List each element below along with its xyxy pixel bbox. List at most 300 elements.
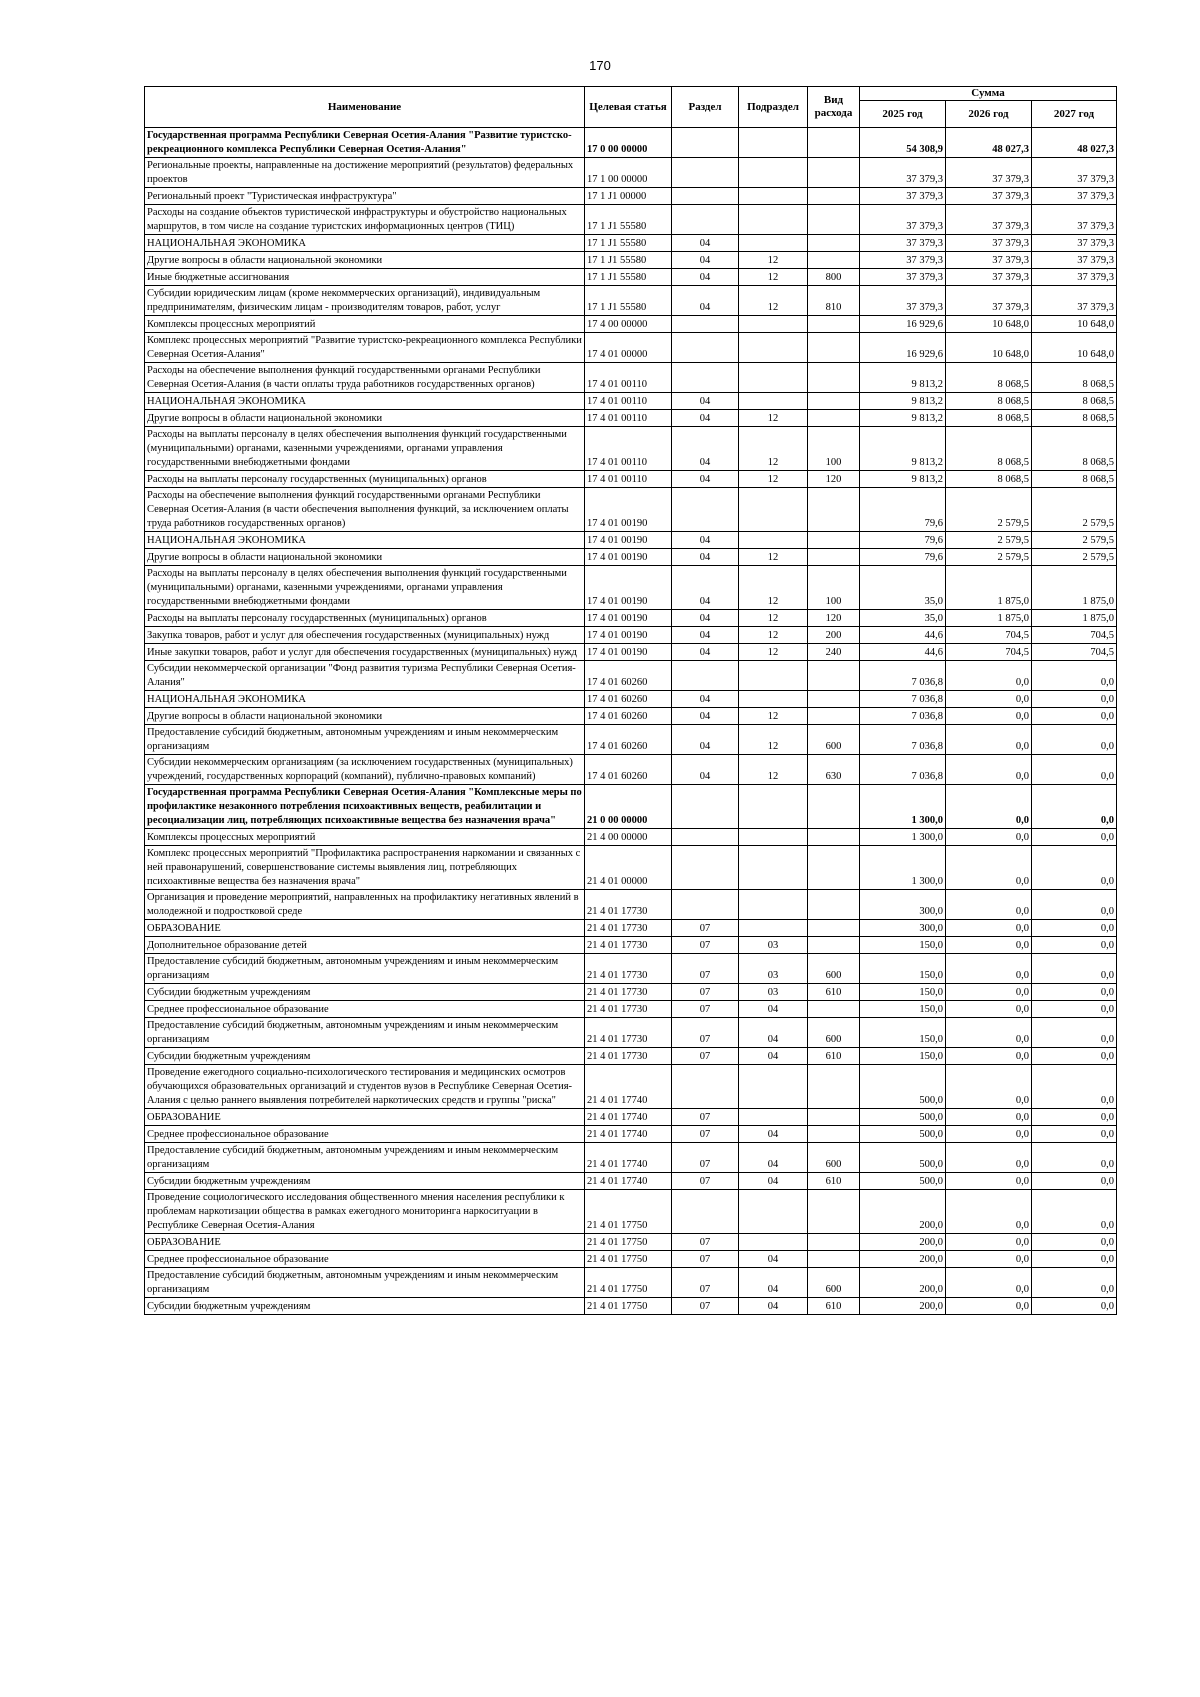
table-row [145, 1298, 1117, 1315]
row-name: НАЦИОНАЛЬНАЯ ЭКОНОМИКА [145, 532, 585, 549]
row-sum-2025: 500,0 [860, 1109, 946, 1126]
row-target-article: 21 4 01 00000 [585, 846, 672, 890]
row-target-article: 17 4 01 00110 [585, 427, 672, 471]
row-section: 07 [672, 1173, 739, 1190]
row-section: 04 [672, 566, 739, 610]
row-target-article: 21 4 01 17750 [585, 1298, 672, 1315]
table-row [145, 846, 1117, 890]
row-name: Предоставление субсидий бюджетным, автономным учреждениям и иным некоммерческим организациям [145, 1268, 585, 1298]
row-name: Субсидии бюджетным учреждениям [145, 1048, 585, 1065]
row-section: 07 [672, 984, 739, 1001]
row-sum-2026: 1 875,0 [946, 566, 1032, 610]
row-name: Субсидии бюджетным учреждениям [145, 1173, 585, 1190]
row-sum-2027: 8 068,5 [1032, 427, 1117, 471]
row-section: 04 [672, 627, 739, 644]
row-target-article: 17 4 01 00190 [585, 610, 672, 627]
row-sum-2027: 37 379,3 [1032, 235, 1117, 252]
row-name: Расходы на выплаты персоналу государственных (муниципальных) органов [145, 610, 585, 627]
row-sum-2026: 0,0 [946, 846, 1032, 890]
row-sum-2026: 0,0 [946, 1190, 1032, 1234]
row-sum-2025: 500,0 [860, 1173, 946, 1190]
row-sum-2026: 10 648,0 [946, 333, 1032, 363]
row-sum-2026: 8 068,5 [946, 393, 1032, 410]
row-target-article: 17 1 J1 55580 [585, 235, 672, 252]
row-name: НАЦИОНАЛЬНАЯ ЭКОНОМИКА [145, 691, 585, 708]
table-row [145, 393, 1117, 410]
row-sum-2027: 0,0 [1032, 1126, 1117, 1143]
row-target-article: 17 4 01 00190 [585, 644, 672, 661]
row-target-article: 17 4 01 00190 [585, 532, 672, 549]
row-sum-2027: 0,0 [1032, 1173, 1117, 1190]
row-sum-2027: 37 379,3 [1032, 205, 1117, 235]
row-section: 07 [672, 1251, 739, 1268]
row-expense-type: 610 [808, 1048, 860, 1065]
row-expense-type: 600 [808, 1268, 860, 1298]
table-row [145, 937, 1117, 954]
row-target-article: 17 4 01 00190 [585, 488, 672, 532]
row-sum-2025: 9 813,2 [860, 471, 946, 488]
row-target-article: 17 1 00 00000 [585, 158, 672, 188]
table-row [145, 1173, 1117, 1190]
row-section: 04 [672, 427, 739, 471]
table-row [145, 427, 1117, 471]
row-subsection: 12 [739, 627, 808, 644]
row-expense-type: 240 [808, 644, 860, 661]
row-sum-2027: 0,0 [1032, 708, 1117, 725]
row-target-article: 17 4 01 00190 [585, 549, 672, 566]
table-row [145, 128, 1117, 158]
row-name: Региональный проект "Туристическая инфраструктура" [145, 188, 585, 205]
row-subsection [739, 1190, 808, 1234]
row-subsection: 12 [739, 286, 808, 316]
row-sum-2027: 0,0 [1032, 1001, 1117, 1018]
row-subsection: 04 [739, 1001, 808, 1018]
row-expense-type [808, 661, 860, 691]
row-sum-2026: 0,0 [946, 1251, 1032, 1268]
row-subsection: 12 [739, 549, 808, 566]
row-sum-2026: 0,0 [946, 1109, 1032, 1126]
row-section: 04 [672, 691, 739, 708]
row-name: Субсидии юридическим лицам (кроме некоммерческих организаций), индивидуальным предпринимателям, физическим лицам - производителям товаров, работ, услуг [145, 286, 585, 316]
row-sum-2027: 0,0 [1032, 1065, 1117, 1109]
table-row [145, 252, 1117, 269]
row-target-article: 21 4 01 17740 [585, 1126, 672, 1143]
table-row [145, 644, 1117, 661]
row-sum-2026: 8 068,5 [946, 363, 1032, 393]
table-row [145, 363, 1117, 393]
row-sum-2025: 9 813,2 [860, 363, 946, 393]
row-sum-2027: 2 579,5 [1032, 488, 1117, 532]
row-name: НАЦИОНАЛЬНАЯ ЭКОНОМИКА [145, 235, 585, 252]
row-subsection: 12 [739, 610, 808, 627]
table-row [145, 1065, 1117, 1109]
row-sum-2027: 8 068,5 [1032, 471, 1117, 488]
table-row [145, 471, 1117, 488]
row-expense-type: 610 [808, 984, 860, 1001]
row-target-article: 17 4 01 00110 [585, 393, 672, 410]
row-name: Субсидии бюджетным учреждениям [145, 1298, 585, 1315]
row-expense-type [808, 920, 860, 937]
row-name: Субсидии некоммерческой организации "Фонд развития туризма Республики Северная Осетия-Алания" [145, 661, 585, 691]
row-name: Организация и проведение мероприятий, направленных на профилактику негативных явлений в молодежной и подростковой среде [145, 890, 585, 920]
table-row [145, 205, 1117, 235]
header-sum: Сумма [860, 87, 1117, 101]
table-row [145, 158, 1117, 188]
row-section [672, 363, 739, 393]
row-sum-2026: 2 579,5 [946, 532, 1032, 549]
row-sum-2025: 500,0 [860, 1065, 946, 1109]
row-section: 04 [672, 755, 739, 785]
row-sum-2025: 35,0 [860, 566, 946, 610]
row-subsection [739, 235, 808, 252]
row-name: Предоставление субсидий бюджетным, автономным учреждениям и иным некоммерческим организациям [145, 954, 585, 984]
row-expense-type [808, 488, 860, 532]
table-row [145, 1268, 1117, 1298]
row-subsection: 04 [739, 1048, 808, 1065]
table-row [145, 1143, 1117, 1173]
row-name: Среднее профессиональное образование [145, 1251, 585, 1268]
row-target-article: 21 4 01 17740 [585, 1143, 672, 1173]
row-target-article: 17 4 01 00000 [585, 333, 672, 363]
page-number: 170 [589, 58, 611, 73]
row-target-article: 21 4 01 17730 [585, 1048, 672, 1065]
row-target-article: 17 4 00 00000 [585, 316, 672, 333]
row-name: Предоставление субсидий бюджетным, автономным учреждениям и иным некоммерческим организациям [145, 1018, 585, 1048]
row-section [672, 661, 739, 691]
table-row [145, 1234, 1117, 1251]
row-expense-type [808, 205, 860, 235]
row-subsection: 03 [739, 984, 808, 1001]
row-subsection [739, 158, 808, 188]
row-name: Предоставление субсидий бюджетным, автономным учреждениям и иным некоммерческим организациям [145, 1143, 585, 1173]
row-sum-2027: 2 579,5 [1032, 532, 1117, 549]
row-sum-2027: 0,0 [1032, 691, 1117, 708]
row-name: Расходы на обеспечение выполнения функций государственными органами Республики Северная Осетия-Алания (в части обеспечения выполнения функций, за исключением оплаты труда работников государственных органов) [145, 488, 585, 532]
row-expense-type: 120 [808, 471, 860, 488]
row-sum-2025: 150,0 [860, 1018, 946, 1048]
row-sum-2027: 0,0 [1032, 920, 1117, 937]
row-subsection [739, 920, 808, 937]
row-sum-2026: 37 379,3 [946, 235, 1032, 252]
row-target-article: 17 4 01 60260 [585, 725, 672, 755]
row-expense-type [808, 1065, 860, 1109]
row-target-article: 17 4 01 00110 [585, 410, 672, 427]
row-target-article: 21 4 01 17730 [585, 954, 672, 984]
row-sum-2025: 1 300,0 [860, 846, 946, 890]
row-sum-2026: 37 379,3 [946, 286, 1032, 316]
row-section [672, 128, 739, 158]
row-subsection: 04 [739, 1126, 808, 1143]
row-sum-2025: 44,6 [860, 644, 946, 661]
row-subsection [739, 846, 808, 890]
row-sum-2026: 0,0 [946, 984, 1032, 1001]
row-expense-type: 810 [808, 286, 860, 316]
row-subsection: 12 [739, 725, 808, 755]
row-sum-2025: 37 379,3 [860, 269, 946, 286]
row-section: 07 [672, 1234, 739, 1251]
row-sum-2027: 0,0 [1032, 1109, 1117, 1126]
row-sum-2026: 48 027,3 [946, 128, 1032, 158]
row-sum-2025: 16 929,6 [860, 333, 946, 363]
row-name: Комплексы процессных мероприятий [145, 316, 585, 333]
table-row [145, 1109, 1117, 1126]
row-expense-type [808, 890, 860, 920]
row-expense-type [808, 188, 860, 205]
row-sum-2027: 48 027,3 [1032, 128, 1117, 158]
row-sum-2025: 54 308,9 [860, 128, 946, 158]
row-subsection [739, 829, 808, 846]
row-section: 04 [672, 644, 739, 661]
row-sum-2025: 200,0 [860, 1190, 946, 1234]
table-row [145, 984, 1117, 1001]
row-expense-type: 610 [808, 1298, 860, 1315]
row-section: 04 [672, 235, 739, 252]
row-name: НАЦИОНАЛЬНАЯ ЭКОНОМИКА [145, 393, 585, 410]
table-row [145, 488, 1117, 532]
row-subsection: 12 [739, 708, 808, 725]
row-sum-2027: 0,0 [1032, 829, 1117, 846]
row-sum-2026: 704,5 [946, 644, 1032, 661]
row-sum-2027: 0,0 [1032, 1143, 1117, 1173]
row-section: 07 [672, 1143, 739, 1173]
row-expense-type [808, 1109, 860, 1126]
row-target-article: 21 0 00 00000 [585, 785, 672, 829]
table-body [145, 128, 1117, 1315]
row-expense-type [808, 691, 860, 708]
row-subsection: 03 [739, 954, 808, 984]
row-sum-2027: 0,0 [1032, 1251, 1117, 1268]
table-row [145, 829, 1117, 846]
row-sum-2025: 300,0 [860, 890, 946, 920]
row-section: 07 [672, 1018, 739, 1048]
row-sum-2025: 37 379,3 [860, 205, 946, 235]
row-subsection: 12 [739, 566, 808, 610]
row-section [672, 158, 739, 188]
row-expense-type [808, 235, 860, 252]
row-sum-2027: 0,0 [1032, 954, 1117, 984]
row-sum-2025: 7 036,8 [860, 708, 946, 725]
row-section [672, 316, 739, 333]
table-row [145, 188, 1117, 205]
row-sum-2026: 0,0 [946, 890, 1032, 920]
row-sum-2027: 1 875,0 [1032, 610, 1117, 627]
table-row [145, 755, 1117, 785]
row-sum-2027: 37 379,3 [1032, 286, 1117, 316]
table-row [145, 627, 1117, 644]
row-section: 04 [672, 725, 739, 755]
row-target-article: 21 4 01 17740 [585, 1109, 672, 1126]
row-target-article: 17 1 J1 55580 [585, 269, 672, 286]
row-section [672, 333, 739, 363]
row-sum-2026: 1 875,0 [946, 610, 1032, 627]
row-sum-2027: 10 648,0 [1032, 316, 1117, 333]
row-section [672, 785, 739, 829]
row-sum-2026: 0,0 [946, 937, 1032, 954]
row-expense-type [808, 410, 860, 427]
row-sum-2026: 0,0 [946, 755, 1032, 785]
row-sum-2026: 2 579,5 [946, 488, 1032, 532]
row-sum-2026: 0,0 [946, 1298, 1032, 1315]
row-sum-2026: 704,5 [946, 627, 1032, 644]
row-subsection: 04 [739, 1173, 808, 1190]
table-row [145, 1018, 1117, 1048]
row-sum-2026: 37 379,3 [946, 252, 1032, 269]
row-section [672, 846, 739, 890]
row-sum-2025: 500,0 [860, 1143, 946, 1173]
row-sum-2026: 0,0 [946, 1126, 1032, 1143]
row-subsection: 12 [739, 410, 808, 427]
row-sum-2027: 8 068,5 [1032, 363, 1117, 393]
row-target-article: 17 0 00 00000 [585, 128, 672, 158]
row-name: Другие вопросы в области национальной экономики [145, 252, 585, 269]
row-section: 04 [672, 708, 739, 725]
row-name: Другие вопросы в области национальной экономики [145, 410, 585, 427]
row-target-article: 21 4 01 17730 [585, 937, 672, 954]
row-subsection: 12 [739, 755, 808, 785]
table-row [145, 708, 1117, 725]
row-name: Расходы на выплаты персоналу в целях обеспечения выполнения функций государственными (муниципальными) органами, казенными учреждениями, органами управления государственными внебюджетными фондами [145, 427, 585, 471]
row-subsection [739, 1234, 808, 1251]
row-expense-type [808, 532, 860, 549]
row-name: Комплекс процессных мероприятий "Профилактика распространения наркомании и связанных с ней правонарушений, совершенствование системы выявления лиц, потребляющих психоактивные вещества без назначения врача" [145, 846, 585, 890]
row-sum-2025: 1 300,0 [860, 829, 946, 846]
header-name: Наименование [145, 87, 585, 128]
row-sum-2025: 35,0 [860, 610, 946, 627]
row-subsection: 03 [739, 937, 808, 954]
row-section [672, 1190, 739, 1234]
row-subsection: 04 [739, 1018, 808, 1048]
row-name: Предоставление субсидий бюджетным, автономным учреждениям и иным некоммерческим организациям [145, 725, 585, 755]
row-name: Субсидии бюджетным учреждениям [145, 984, 585, 1001]
row-sum-2026: 37 379,3 [946, 158, 1032, 188]
row-target-article: 21 4 01 17730 [585, 920, 672, 937]
header-year-2025: 2025 год [860, 101, 946, 128]
row-expense-type [808, 1234, 860, 1251]
row-sum-2025: 500,0 [860, 1126, 946, 1143]
table-row [145, 532, 1117, 549]
row-expense-type [808, 363, 860, 393]
row-sum-2025: 9 813,2 [860, 393, 946, 410]
row-section: 04 [672, 610, 739, 627]
row-sum-2027: 0,0 [1032, 1190, 1117, 1234]
header-year-2026: 2026 год [946, 101, 1032, 128]
row-subsection [739, 128, 808, 158]
row-subsection [739, 532, 808, 549]
row-subsection [739, 1065, 808, 1109]
row-name: Субсидии некоммерческим организациям (за исключением государственных (муниципальных) учреждений, государственных корпораций (компаний), публично-правовых компаний) [145, 755, 585, 785]
row-sum-2025: 44,6 [860, 627, 946, 644]
row-section [672, 829, 739, 846]
row-sum-2027: 0,0 [1032, 661, 1117, 691]
row-sum-2025: 79,6 [860, 532, 946, 549]
row-name: Государственная программа Республики Северная Осетия-Алания "Комплексные меры по профилактике незаконного потребления психоактивных веществ, реабилитации и ресоциализации лиц, потребляющих психоактивные вещества без назначения врача" [145, 785, 585, 829]
table-header [145, 87, 1117, 128]
row-sum-2027: 0,0 [1032, 846, 1117, 890]
table-row [145, 661, 1117, 691]
table-row [145, 1251, 1117, 1268]
row-target-article: 21 4 01 17750 [585, 1190, 672, 1234]
row-sum-2026: 0,0 [946, 954, 1032, 984]
row-sum-2026: 2 579,5 [946, 549, 1032, 566]
row-sum-2026: 0,0 [946, 1048, 1032, 1065]
row-section [672, 188, 739, 205]
row-target-article: 21 4 01 17750 [585, 1251, 672, 1268]
row-expense-type: 100 [808, 427, 860, 471]
row-sum-2025: 7 036,8 [860, 755, 946, 785]
row-section: 04 [672, 269, 739, 286]
row-sum-2026: 0,0 [946, 1143, 1032, 1173]
row-subsection [739, 333, 808, 363]
header-year-2027: 2027 год [1032, 101, 1117, 128]
row-target-article: 17 4 01 00190 [585, 566, 672, 610]
row-sum-2027: 0,0 [1032, 1298, 1117, 1315]
row-subsection [739, 785, 808, 829]
row-expense-type [808, 829, 860, 846]
row-expense-type [808, 316, 860, 333]
row-sum-2026: 8 068,5 [946, 427, 1032, 471]
header-expense-type: Вид расхода [808, 87, 860, 128]
row-section [672, 1065, 739, 1109]
row-section [672, 488, 739, 532]
row-expense-type [808, 333, 860, 363]
row-sum-2026: 37 379,3 [946, 205, 1032, 235]
table-row [145, 333, 1117, 363]
row-sum-2026: 0,0 [946, 829, 1032, 846]
row-sum-2025: 37 379,3 [860, 158, 946, 188]
row-sum-2026: 0,0 [946, 920, 1032, 937]
row-section: 04 [672, 410, 739, 427]
row-subsection: 04 [739, 1251, 808, 1268]
row-sum-2027: 0,0 [1032, 785, 1117, 829]
row-subsection [739, 205, 808, 235]
table-row [145, 890, 1117, 920]
row-expense-type [808, 252, 860, 269]
row-sum-2027: 37 379,3 [1032, 158, 1117, 188]
row-subsection [739, 488, 808, 532]
row-sum-2025: 7 036,8 [860, 725, 946, 755]
row-section: 04 [672, 252, 739, 269]
table-row [145, 566, 1117, 610]
row-target-article: 17 4 01 00110 [585, 471, 672, 488]
row-subsection [739, 890, 808, 920]
row-sum-2027: 0,0 [1032, 890, 1117, 920]
row-expense-type: 600 [808, 1143, 860, 1173]
row-sum-2025: 16 929,6 [860, 316, 946, 333]
row-sum-2027: 0,0 [1032, 755, 1117, 785]
row-name: Комплекс процессных мероприятий "Развитие туристско-рекреационного комплекса Республики Северная Осетия-Алания" [145, 333, 585, 363]
row-name: Иные закупки товаров, работ и услуг для обеспечения государственных (муниципальных) нужд [145, 644, 585, 661]
row-sum-2025: 150,0 [860, 954, 946, 984]
row-sum-2027: 37 379,3 [1032, 269, 1117, 286]
row-sum-2025: 200,0 [860, 1268, 946, 1298]
row-sum-2026: 0,0 [946, 1234, 1032, 1251]
row-sum-2026: 0,0 [946, 1001, 1032, 1018]
row-name: Дополнительное образование детей [145, 937, 585, 954]
row-name: Закупка товаров, работ и услуг для обеспечения государственных (муниципальных) нужд [145, 627, 585, 644]
row-section: 04 [672, 549, 739, 566]
row-sum-2025: 200,0 [860, 1298, 946, 1315]
row-target-article: 17 4 01 60260 [585, 661, 672, 691]
row-name: ОБРАЗОВАНИЕ [145, 1234, 585, 1251]
row-sum-2026: 0,0 [946, 691, 1032, 708]
row-sum-2025: 7 036,8 [860, 661, 946, 691]
table-row [145, 920, 1117, 937]
row-sum-2025: 37 379,3 [860, 235, 946, 252]
row-section: 07 [672, 1001, 739, 1018]
row-section: 04 [672, 286, 739, 316]
row-subsection [739, 363, 808, 393]
row-expense-type: 600 [808, 1018, 860, 1048]
